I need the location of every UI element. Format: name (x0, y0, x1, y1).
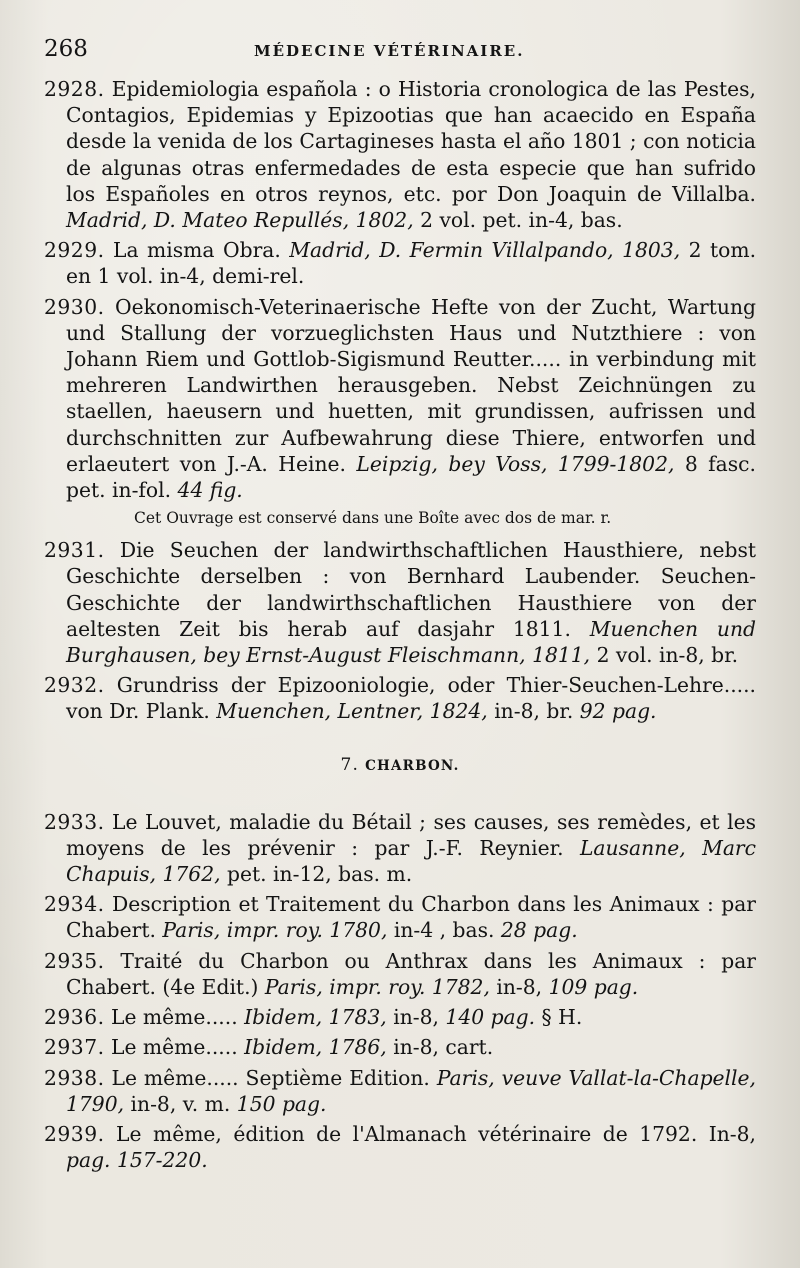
entry-tail: in-8, v. m. (130, 1091, 231, 1116)
entry-number: 2934. (44, 892, 105, 917)
entry-tail: in-8, br. (494, 699, 574, 724)
section-heading (44, 755, 756, 775)
binding-note: Cet Ouvrage est conservé dans une Boîte avec dos de mar. r. (134, 509, 612, 528)
entry-text: Le même..... (111, 1035, 238, 1060)
entry-imprint: Muenchen und Burghausen, bey Ernst-August Fleischmann, 1811, (66, 616, 756, 668)
entry-number: 2937. (44, 1035, 105, 1060)
entry-imprint: Lausanne, Marc Chapuis, 1762, (66, 835, 756, 887)
entry-tail: 2 vol. in-8, br. (596, 643, 739, 668)
entry-tail: in-8, (496, 974, 543, 999)
entry-imprint: Madrid, D. Fermin Villalpando, 1803, (289, 238, 681, 263)
entry-tail: in-8, cart. (393, 1035, 494, 1060)
entry-plates: 44 fig. (177, 478, 243, 503)
entry-text: Description et Traitement du Charbon dans les Animaux : par Chabert. (66, 892, 756, 943)
entry-imprint: Paris, impr. roy. 1782, (264, 974, 490, 999)
running-title: MÉDECINE VÉTÉRINAIRE. (254, 42, 525, 60)
entry-imprint: Ibidem, 1786, (244, 1035, 387, 1060)
entry-2939 (44, 1121, 756, 1173)
entry-pages: 28 pag. (500, 918, 578, 943)
entry-tail: in-4 , bas. (393, 918, 495, 943)
entry-2937 (44, 1034, 756, 1060)
entry-number: 2928. (44, 77, 105, 101)
entry-text: Le même, édition de l'Almanach vétérinaire de 1792. In-8, (116, 1121, 756, 1146)
entry-number: 2938. (44, 1065, 105, 1090)
entry-imprint: Muenchen, Lentner, 1824, (216, 699, 488, 724)
entry-number: 2939. (44, 1121, 105, 1146)
entry-pages: 140 pag. (445, 1005, 536, 1030)
entry-number: 2933. (44, 809, 105, 834)
entry-text: Epidemiologia española : o Historia cronologica de las Pestes, Contagios, Epidemias y Epizootias que han acaecido en España desde la venida de los Cartagineses hasta el año 1801 ; con noticia de algunas otras enfermedades de esta especie que han sufrido los Españoles en otros reynos, etc. por Don Joaquin de Villalba. (66, 77, 756, 206)
entry-number: 2929. (44, 238, 105, 263)
entry-tail: 2 vol. pet. in-4, bas. (420, 208, 623, 233)
entry-text: Traité du Charbon ou Anthrax dans les Animaux : par Chabert. (4e Edit.) (66, 948, 756, 999)
page-number: 268 (44, 36, 88, 62)
entry-imprint: Paris, veuve Vallat-la-Chapelle, 1790, (66, 1065, 756, 1116)
entry-number: 2931. (44, 538, 105, 563)
entry-pages: pag. 157-220. (66, 1148, 208, 1173)
running-head (44, 36, 756, 70)
entry-2938 (44, 1065, 756, 1117)
entry-pages: 150 pag. (236, 1091, 327, 1116)
entry-2934 (44, 891, 756, 943)
entry-2933 (44, 809, 756, 888)
entry-2932 (44, 672, 756, 724)
entry-2929 (44, 237, 756, 289)
entry-number: 2930. (44, 294, 105, 319)
entry-2931 (44, 537, 756, 668)
entry-imprint: Paris, impr. roy. 1780, (162, 918, 388, 943)
entry-text: Le Louvet, maladie du Bétail ; ses causes, ses remèdes, et les moyens de les prévenir : par J.-F. Reynier. (66, 809, 756, 860)
entry-2935 (44, 948, 756, 1000)
entry-tail: pet. in-12, bas. m. (227, 862, 413, 887)
entry-mark: § H. (541, 1005, 583, 1030)
entry-text: Le même..... Septième Edition. (111, 1065, 430, 1090)
entry-tail: 8 fasc. pet. in-fol. (66, 451, 756, 503)
entry-imprint: Leipzig, bey Voss, 1799-1802, (356, 451, 675, 476)
entry-2936 (44, 1004, 756, 1030)
entry-number: 2932. (44, 673, 105, 698)
entry-text: Oekonomisch-Veterinaerische Hefte von der Zucht, Wartung und Stallung der vorzueglichsten Haus und Nutzthiere : von Johann Riem und Gottlob-Sigismund Reutter..... in verbindung mit mehreren Landwirthen herausgeben. Nebst Zeichnüngen zu staellen, haeusern und huetten, mit grundissen, aufrissen und durchschnitten zur Aufbewahrung diese Thiere, entworfen und erlaeutert von J.-A. Heine. (66, 294, 756, 476)
entry-pages: 92 pag. (579, 699, 657, 724)
entry-pages: 109 pag. (548, 974, 639, 999)
entry-text: Grundriss der Epizooniologie, oder Thier-Seuchen-Lehre..... von Dr. Plank. (66, 673, 757, 724)
entry-number: 2936. (44, 1005, 105, 1030)
entry-text: Die Seuchen der landwirthschaftlichen Hausthiere, nebst Geschichte derselben : von Bernhard Laubender. Seuchen-Geschichte der landwirthschaftlichen Hausthiere von der aeltesten Zeit bis herab auf dasjahr 1811. (66, 538, 757, 641)
entry-tail: in-8, (393, 1005, 439, 1030)
entry-imprint: Madrid, D. Mateo Repullés, 1802, (66, 208, 414, 233)
entry-2928 (44, 76, 756, 233)
entry-2930 (44, 294, 756, 504)
entry-tail: 2 tom. en 1 vol. in-4, demi-rel. (66, 238, 757, 289)
entry-text: Le même..... (111, 1005, 238, 1030)
entry-number: 2935. (44, 948, 105, 973)
section-number: 7. (340, 754, 360, 775)
entry-imprint: Ibidem, 1783, (244, 1005, 387, 1030)
section-title: CHARBON. (365, 757, 460, 774)
entry-text: La misma Obra. (113, 238, 281, 263)
